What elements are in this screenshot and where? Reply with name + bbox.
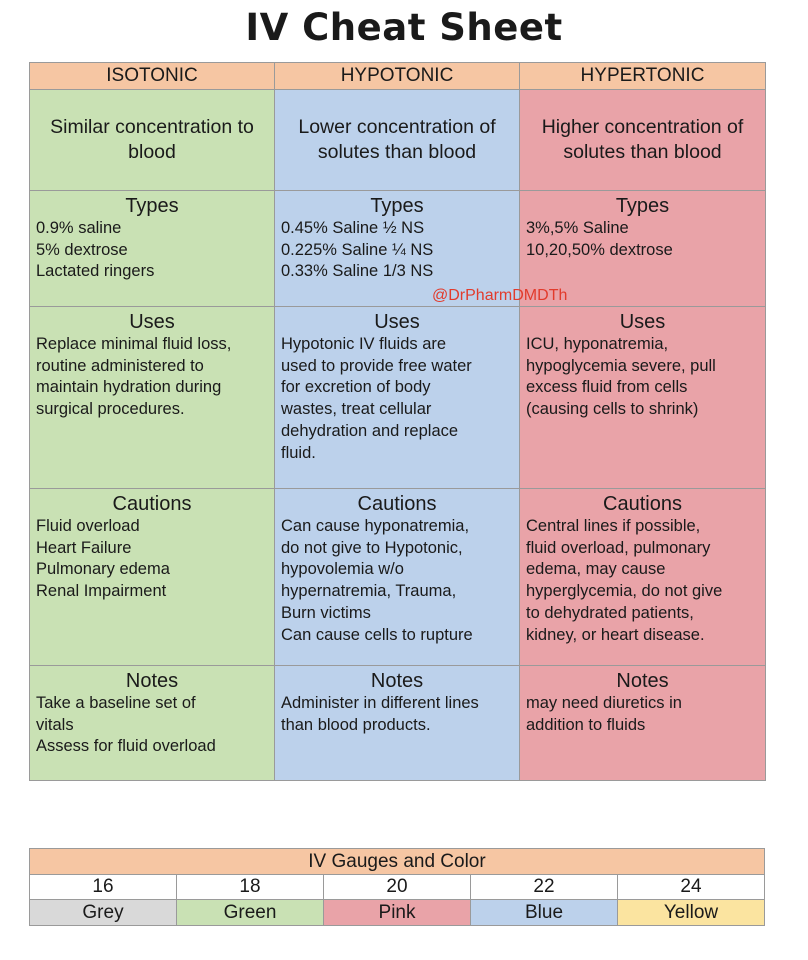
cautions-isotonic: [30, 489, 275, 666]
gauge-color: Grey: [30, 900, 177, 926]
notes-row: [30, 666, 766, 781]
uses-heading: Uses: [374, 311, 420, 333]
gauge-color: Yellow: [618, 900, 765, 926]
list-item: kidney, or heart disease.: [526, 625, 705, 644]
uses-hypertonic: [520, 307, 766, 489]
list-item: Replace minimal fluid loss,: [36, 335, 232, 353]
list-item: 0.45% Saline ½ NS: [281, 219, 425, 237]
list-item: Central lines if possible,: [526, 517, 701, 535]
list-item: Hypotonic IV fluids are: [281, 335, 447, 353]
list-item: Can cause cells to rupture: [281, 625, 473, 644]
page-title: IV Cheat Sheet: [245, 6, 563, 49]
notes-heading: Notes: [125, 670, 179, 692]
list-item: maintain hydration during: [36, 378, 222, 397]
gauge-number: 22: [471, 875, 618, 900]
list-item: Assess for fluid overload: [36, 737, 216, 756]
gauge-number: 16: [30, 875, 177, 900]
summary-hypotonic: Lower concentration of solutes than blood: [275, 90, 520, 191]
list-item: Fluid overload: [36, 517, 140, 535]
list-item: Lactated ringers: [36, 262, 155, 281]
list-item: 0.33% Saline 1/3 NS: [281, 262, 434, 281]
summary-row: [30, 90, 766, 191]
types-isotonic: [30, 191, 275, 307]
list-item: edema, may cause: [526, 560, 666, 579]
gauge-number: 18: [177, 875, 324, 900]
header-isotonic: ISOTONIC: [30, 63, 275, 90]
cautions-heading: Cautions: [357, 493, 437, 515]
list-item: hypovolemia w/o: [281, 560, 404, 579]
list-item: vitals: [36, 715, 74, 734]
header-hypertonic: HYPERTONIC: [520, 63, 766, 90]
list-item: ICU, hyponatremia,: [526, 335, 669, 353]
uses-isotonic: [30, 307, 275, 489]
gauge-number-row: [30, 875, 765, 900]
uses-heading: Uses: [619, 311, 666, 333]
list-item: Renal Impairment: [36, 582, 167, 601]
watermark: @DrPharmDMDTh: [432, 287, 568, 304]
list-item: Heart Failure: [36, 538, 132, 557]
list-item: for excretion of body: [281, 378, 431, 397]
gauge-color: Pink: [324, 900, 471, 926]
notes-hypertonic: [520, 666, 766, 781]
list-item: may need diuretics in: [526, 694, 682, 712]
gauge-number: 20: [324, 875, 471, 900]
list-item: used to provide free water: [281, 356, 472, 375]
list-item: 0.9% saline: [36, 219, 122, 237]
list-item: fluid.: [281, 443, 316, 462]
uses-row: [30, 307, 766, 489]
types-heading: Types: [370, 195, 424, 217]
summary-isotonic: Similar concentration to blood: [30, 90, 275, 191]
list-item: to dehydrated patients,: [526, 603, 694, 622]
list-item: excess fluid from cells: [526, 378, 688, 397]
header-hypotonic: HYPOTONIC: [275, 63, 520, 90]
list-item: 10,20,50% dextrose: [526, 240, 673, 259]
list-item: Administer in different lines: [281, 694, 479, 712]
notes-isotonic: [30, 666, 275, 781]
gauge-color: Blue: [471, 900, 618, 926]
list-item: hypernatremia, Trauma,: [281, 582, 457, 601]
gauge-color-row: [30, 900, 765, 926]
notes-heading: Notes: [616, 670, 669, 692]
list-item: 5% dextrose: [36, 240, 128, 259]
cautions-heading: Cautions: [603, 493, 682, 515]
uses-hypotonic: [275, 307, 520, 489]
cautions-row: [30, 489, 766, 666]
list-item: hypoglycemia severe, pull: [526, 356, 716, 375]
gauge-header-row: [30, 849, 765, 875]
list-item: 0.225% Saline ¼ NS: [281, 240, 434, 259]
notes-heading: Notes: [370, 670, 424, 692]
list-item: fluid overload, pulmonary: [526, 538, 711, 557]
iv-fluid-table: [29, 62, 766, 781]
gauge-color: Green: [177, 900, 324, 926]
list-item: routine administered to: [36, 356, 204, 375]
list-item: addition to fluids: [526, 715, 646, 734]
types-heading: Types: [125, 195, 179, 217]
list-item: Take a baseline set of: [36, 694, 196, 712]
list-item: (causing cells to shrink): [526, 400, 699, 419]
list-item: dehydration and replace: [281, 421, 459, 440]
list-item: do not give to Hypotonic,: [281, 538, 463, 557]
gauge-number: 24: [618, 875, 765, 900]
gauge-table-title: IV Gauges and Color: [30, 849, 765, 875]
list-item: Can cause hyponatremia,: [281, 517, 470, 535]
list-item: surgical procedures.: [36, 400, 185, 419]
list-item: Burn victims: [281, 603, 371, 622]
list-item: than blood products.: [281, 715, 431, 734]
column-header-row: [30, 63, 766, 90]
notes-hypotonic: [275, 666, 520, 781]
summary-hypertonic: Higher concentration of solutes than blood: [520, 90, 766, 191]
types-heading: Types: [615, 195, 670, 217]
cautions-hypertonic: [520, 489, 766, 666]
list-item: hyperglycemia, do not give: [526, 582, 723, 601]
iv-gauge-table: [29, 848, 765, 926]
uses-heading: Uses: [129, 311, 175, 333]
types-row: [30, 191, 766, 307]
list-item: wastes, treat cellular: [281, 400, 432, 419]
cautions-heading: Cautions: [112, 493, 192, 515]
list-item: 3%,5% Saline: [526, 219, 629, 237]
cautions-hypotonic: [275, 489, 520, 666]
list-item: Pulmonary edema: [36, 560, 170, 579]
